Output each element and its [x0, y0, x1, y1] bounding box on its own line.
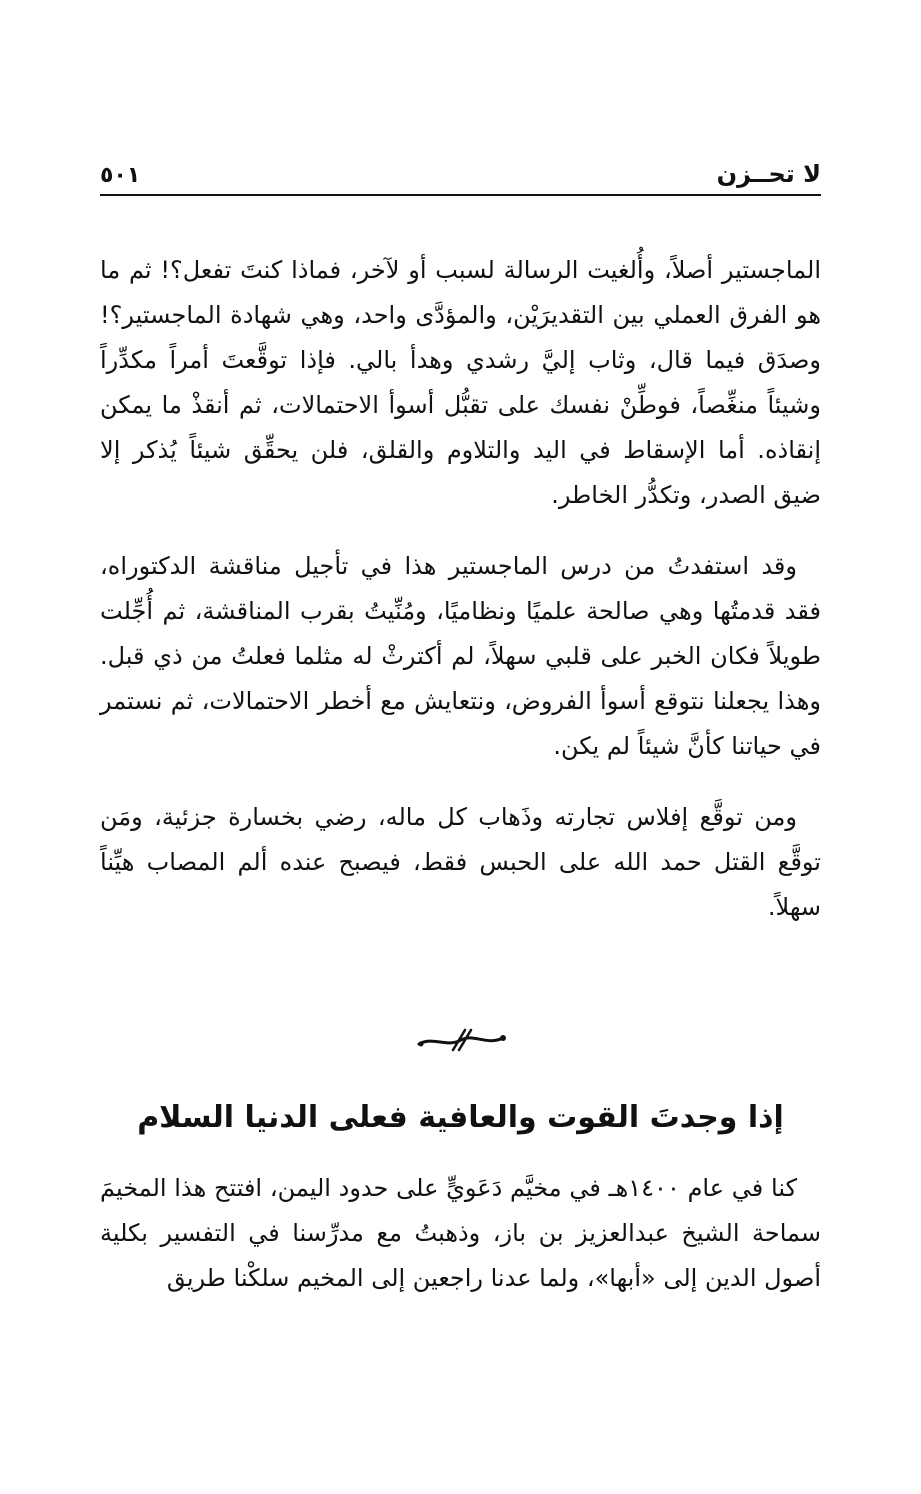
header-rule [100, 194, 821, 196]
section-heading: إذا وجدتَ القوت والعافية فعلى الدنيا السلام [137, 1100, 784, 1135]
section-body [100, 1166, 821, 1301]
section-divider-ornament [0, 1022, 921, 1058]
page-number: ٥٠١ [100, 163, 141, 188]
paragraph-3: ومن توقَّع إفلاس تجارته وذَهاب كل ماله، رضي بخسارة جزئية، ومَن توقَّع القتل حمد الله على الحبس فقط، فيصبح عنده ألم المصاب هيِّناً سهلاً. [100, 803, 821, 921]
section-paragraph: كنا في عام ١٤٠٠هـ في مخيَّم دَعَويٍّ على حدود اليمن، افتتح هذا المخيمَ سماحة الشيخ عبدالعزيز بن باز، وذهبتُ مع مدرِّسنا في التفسير بكلية أصول الدين إلى «أبها»، ولما عدنا راجعين إلى المخيم سلكْنا طريق [100, 1174, 821, 1292]
paragraph-2: وقد استفدتُ من درس الماجستير هذا في تأجيل مناقشة الدكتوراه، فقد قدمتُها وهي صالحة علميًا ونظاميًا، ومُنِّيتُ بقرب المناقشة، ثم أُجِّلت طويلاً فكان الخبر على قلبي سهلاً، لم أكترثْ له مثلما فعلتُ من ذي قبل. وهذا يجعلنا نتوقع أسوأ الفروض، ونتعايش مع أخطر الاحتمالات، ثم نستمر في حياتنا كأنَّ شيئاً لم يكن. [100, 552, 821, 760]
running-header [100, 148, 821, 188]
paragraph-1: الماجستير أصلاً، وأُلغيت الرسالة لسبب أو لآخر، فماذا كنتَ تفعل؟! ثم ما هو الفرق العملي بين التقديرَيْن، والمؤدَّى واحد، وهي شهادة الماجستير؟! وصدَق فيما قال، وثاب إليَّ رشدي وهدأ بالي. فإذا توقَّعتَ أمراً مكدِّراً وشيئاً منغِّصاً، فوطِّنْ نفسك على تقبُّل أسوأ الاحتمالات، ثم أنقذْ ما يمكن إنقاذه. أما الإسقاط في اليد والتلاوم والقلق، فلن يحقِّق شيئاً يُذكر إلا ضيق الصدر، وتكدُّر الخاطر. [100, 256, 821, 509]
body-text [100, 248, 821, 930]
flourish-icon [413, 1026, 509, 1054]
book-title: لا تحــزن [716, 160, 821, 188]
